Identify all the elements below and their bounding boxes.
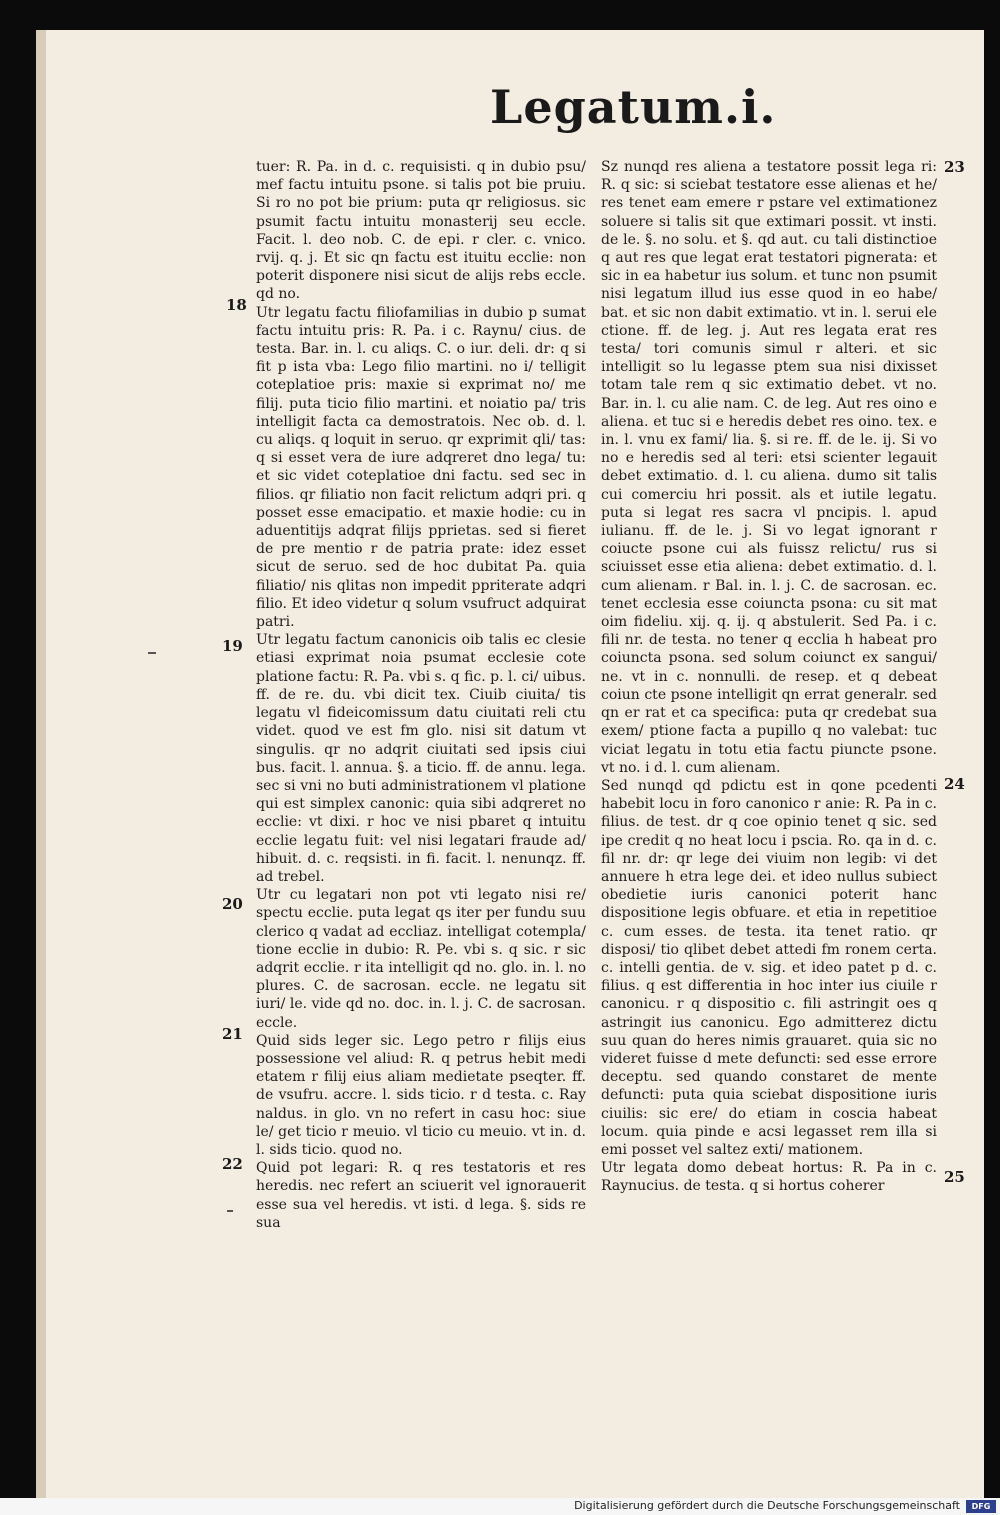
paragraph: Quid pot legari: R. q res testatoris et res heredis. nec refert an sciuerit vel ignorauerit esse sua vel heredis. vt isti. d lega. §. sids re sua	[256, 1160, 586, 1231]
paragraph: Utr legatu factu filiofamilias in dubio p sumat factu intuitu pris: R. Pa. i c. Raynu/ cius. de testa. Bar. in. l. cu aliqs. C. o iur. deli. dr: q si fit p ista vba: Lego filio martini. no i/ telligit coteplatioe pris: maxie si exprimat no/ me filij. puta ticio filio martini. et noiatio pa/ tris intelligit facta ca demostratois. Nec ob. d. l. cu aliqs. q loquit in seruo. qr exprimit qli/ tas: q si esset vera de iure adqreret dno lega/ tu: et sic videt coteplatioe dni factu. sed sec in filios. qr filiatio non facit relictum adqri pri. q posset esse emacipatio. et maxie hodie: cu in aduentitijs adqrat filijs pprietas. sed si fieret de pre mentio r de patria prate: idez esset sicut de seruo. sed de hoc dubitat Pa. quia filiatio/ nis qlitas non impedit ppriterate adqri filio. Et ideo videtur q solum vsufruct adquirat patri.	[256, 304, 586, 631]
footer-bar	[0, 1498, 1000, 1515]
paragraph: Sed nunqd qd pdictu est in qone pcedenti habebit locu in foro canonico r anie: R. Pa in c. filius. de test. dr q coe opinio tenet q sic. sed ipe credit q no heat locu i pscia. Ro. qa in d. c. fil nr. dr: qr lege dei viuim non legib: vi det annuere h etra lege dei. et ideo nullus subiect obedietie iuris canonici poterit hanc dispositione legis obfuare. et etia in repetitioe c. cum esses. de testa. ita tenet ratio. qr disposi/ tio qlibet debet attedi fm ronem certa. c. intelli gentia. de v. sig. et ideo patet p d. c. filius. q est differentia in hoc inter ius ciuile r canonicu. r q dispositio c. fili astringit oes q astringit ius canonicu. Ego admitterez dictu suu quan do heres nimis grauaret. quia sic no videret fuisse d mete defuncti: sed esse errore deceptu. sed quando constaret de mente defuncti: puta quia sciebat dispositione iuris ciuilis: sic ere/ do etiam in coscia habeat locum. quia pinde e acsi legasset rem illa si emi posset vel saltez exti/ mationem.	[601, 777, 937, 1158]
margin-number: 23	[944, 158, 965, 176]
margin-number: 22	[222, 1155, 243, 1173]
margin-number: 24	[944, 775, 965, 793]
paragraph: Utr legatu factum canonicis oib talis ec clesie etiasi exprimat noia psumat ecclesie cote platione factu: R. Pa. vbi s. q fic. p. l. ci/ uibus. ff. de re. du. vbi dicit tex. Ciuib ciuita/ tis legatu vl fideicomissum datu ciuitati reli ctu videt. quod ve est fm glo. nisi sit datum vt singulis. qr no adqrit ciuitati sed ipsis ciui bus. facit. l. annua. §. a ticio. ff. de annu. lega. sec si vni no buti administrationem vl platione qui est simplex canonic: quia sibi adqreret no ecclie: vt dixi. r hoc ve nisi pbaret q intuitu ecclie legatu fuit: vel nisi legatari fraude ad/ hibuit. d. c. reqsisti. in fi. facit. l. nenunqz. ff. ad trebel.	[256, 632, 586, 885]
footer-credit: Digitalisierung gefördert durch die Deutsche Forschungsgemeinschaft	[574, 1499, 960, 1512]
margin-mark	[227, 1210, 233, 1212]
dfg-logo-icon: DFG	[966, 1500, 996, 1513]
margin-number: 19	[222, 637, 243, 655]
paragraph: tuer: R. Pa. in d. c. requisisti. q in dubio psu/ mef factu intuitu psone. si talis pot bie pruiu. Si ro no pot bie prium: puta qr religiosus. sic psumit factu intuitu monasterij seu eccle. Facit. l. deo nob. C. de epi. r cler. c. vnico. rvij. q. j. Et sic qn factu est ituitu ecclie: non poterit disponere nisi sicut de alijs rebs eccle. qd no.	[256, 159, 586, 303]
margin-number: 20	[222, 895, 243, 913]
margin-mark	[148, 652, 156, 654]
right-text-column	[601, 158, 937, 1196]
margin-number: 25	[944, 1168, 965, 1186]
paragraph: Utr cu legatari non pot vti legato nisi re/ spectu ecclie. puta legat qs iter per fundu suu clerico q vadat ad eccliaz. intelligat cotempla/ tione ecclie in dubio: R. Pe. vbi s. q sic. r sic adqrit ecclie. r ita intelligit qd no. glo. in. l. no plures. C. de sacrosan. eccle. ne legatu sit iuri/ le. vide qd no. doc. in. l. j. C. de sacrosan. eccle.	[256, 887, 586, 1031]
margin-number: 18	[226, 296, 247, 314]
running-head-title: Legatum.i.	[490, 80, 777, 134]
paragraph: Utr legata domo debeat hortus: R. Pa in c. Raynucius. de testa. q si hortus coherer	[601, 1160, 937, 1195]
paragraph: Quid sids leger sic. Lego petro r filijs eius possessione vel aliud: R. q petrus hebit medi etatem r filij eius aliam medietate pseqter. ff. de vsufru. accre. l. sids ticio. r d testa. c. Ray naldus. in glo. vn no refert in casu hoc: siue le/ get ticio r meuio. vl ticio cu meuio. vt in. d. l. sids ticio. quod no.	[256, 1032, 586, 1158]
paragraph: Sz nunqd res aliena a testatore possit lega ri: R. q sic: si sciebat testatore esse alienas et he/ res tenet eam emere r pstare vel extimationez soluere si talis sit que extimari possit. vt insti. de le. §. no solu. et §. qd aut. cu tali distinctioe q aut res que legat erat testatori pignerata: et sic in ea habetur ius solum. et tunc non psumit nisi legatum illud ius esse quod in eo habe/ bat. et sic non dabit extimatio. vt in. l. serui ele ctione. ff. de leg. j. Aut res legata erat res testa/ tori comunis simul r alteri. et sic intelligit so lu legasse ptem sua nisi dixisset totam tale rem q sic extimatio debet. vt no. Bar. in. l. cu alie nam. C. de leg. Aut res oino e aliena. et tuc si e heredis debet res oino. tex. e in. l. vnu ex fami/ lia. §. si re. ff. de le. ij. Si vo no e heredis sed al teri: etsi scienter legauit debet extimatio. d. l. cu aliena. dumo sit talis cui comerciu hri possit. als et iutile legatu. puta si legat res sacra vl pncipis. l. apud iulianu. ff. de le. j. Si vo legat ignorant r coiucte psone cui als fuissz relictu/ rus si sciuisset esse etia aliena: debet extimatio. d. l. cum alienam. r Bal. in. l. j. C. de sacrosan. ec. tenet ecclesia esse coiuncta psona: cu sit mat oim fideliu. xij. q. ij. q abstulerit. Sed Pa. i c. fili nr. de testa. no tener q ecclia h habeat pro coiuncta psona. sed solum coiunct ex sangui/ ne. vt in c. nonnulli. de resep. et q debeat coiun cte psone intelligit qn errat generalr. sed qn er rat et ca specifica: puta qr credebat sua exem/ ptione facta a pupillo q no valebat: tuc viciat legatu in totu etia factu piuncte psone. vt no. i d. l. cum alienam.	[601, 159, 937, 776]
left-text-column	[256, 158, 586, 1232]
page-edge	[36, 30, 46, 1498]
margin-number: 21	[222, 1025, 243, 1043]
